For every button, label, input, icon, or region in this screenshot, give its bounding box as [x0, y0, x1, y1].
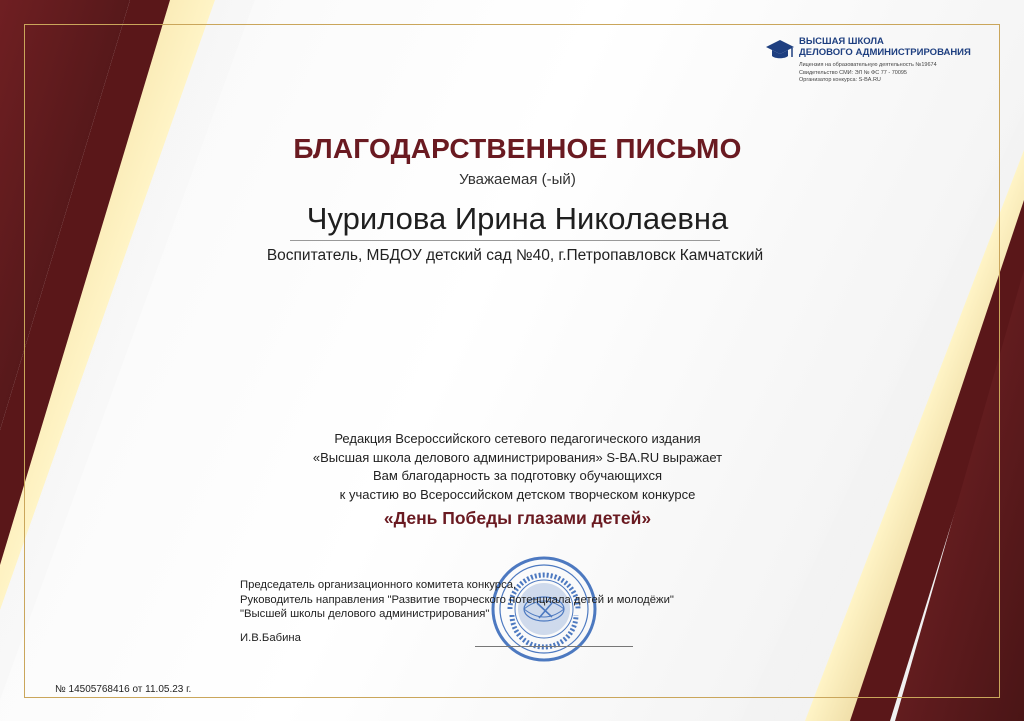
school-logo: [765, 36, 995, 94]
logo-details: [799, 62, 937, 85]
recipient-underline: [290, 240, 720, 241]
gratitude-line: «Высшая школа делового администрирования» S-BA.RU выражает: [312, 449, 723, 465]
logo-title-line2: ДЕЛОВОГО АДМИНИСТРИРОВАНИЯ: [799, 47, 971, 58]
signature-line: [475, 646, 633, 647]
gratitude-line: к участию во Всероссийском детском творческом конкурсе: [339, 487, 696, 503]
recipient-name: Чурилова Ирина Николаевна: [306, 201, 729, 236]
gratitude-line: Редакция Всероссийского сетевого педагогического издания: [334, 431, 701, 446]
signer-name: И.В.Бабина: [240, 632, 301, 644]
media-cert-text: Свидетельство СМИ: ЭЛ № ФС 77 - 70095: [799, 69, 907, 76]
certificate-title: БЛАГОДАРСТВЕННОЕ ПИСЬМО: [293, 133, 742, 164]
license-text: Лицензия на образовательную деятельность №19674: [799, 62, 937, 68]
logo-title-line1: ВЫСШАЯ ШКОЛА: [799, 36, 884, 47]
signature-block: [240, 578, 800, 622]
recipient-position: Воспитатель, МБДОУ детский сад №40, г.Петропавловск Камчатский: [266, 247, 764, 264]
signer-position-line: Председатель организационного комитета конкурса,: [240, 579, 517, 591]
logo-title: [799, 36, 971, 58]
gratitude-text: [230, 430, 805, 505]
signer-position-line: "Высшей школы делового администрирования": [240, 608, 490, 620]
greeting: Уважаемая (-ый): [459, 171, 576, 188]
document-number: № 14505768416 от 11.05.23 г.: [55, 684, 192, 695]
contest-name: «День Победы глазами детей»: [383, 508, 652, 528]
signer-position-line: Руководитель направления "Развитие творческого потенциала детей и молодёжи": [240, 593, 674, 606]
graduation-cap-icon: [765, 38, 795, 62]
gratitude-line: Вам благодарность за подготовку обучающихся: [373, 468, 662, 484]
organizer-text: Организатор конкурса: S-BA.RU: [799, 77, 881, 83]
